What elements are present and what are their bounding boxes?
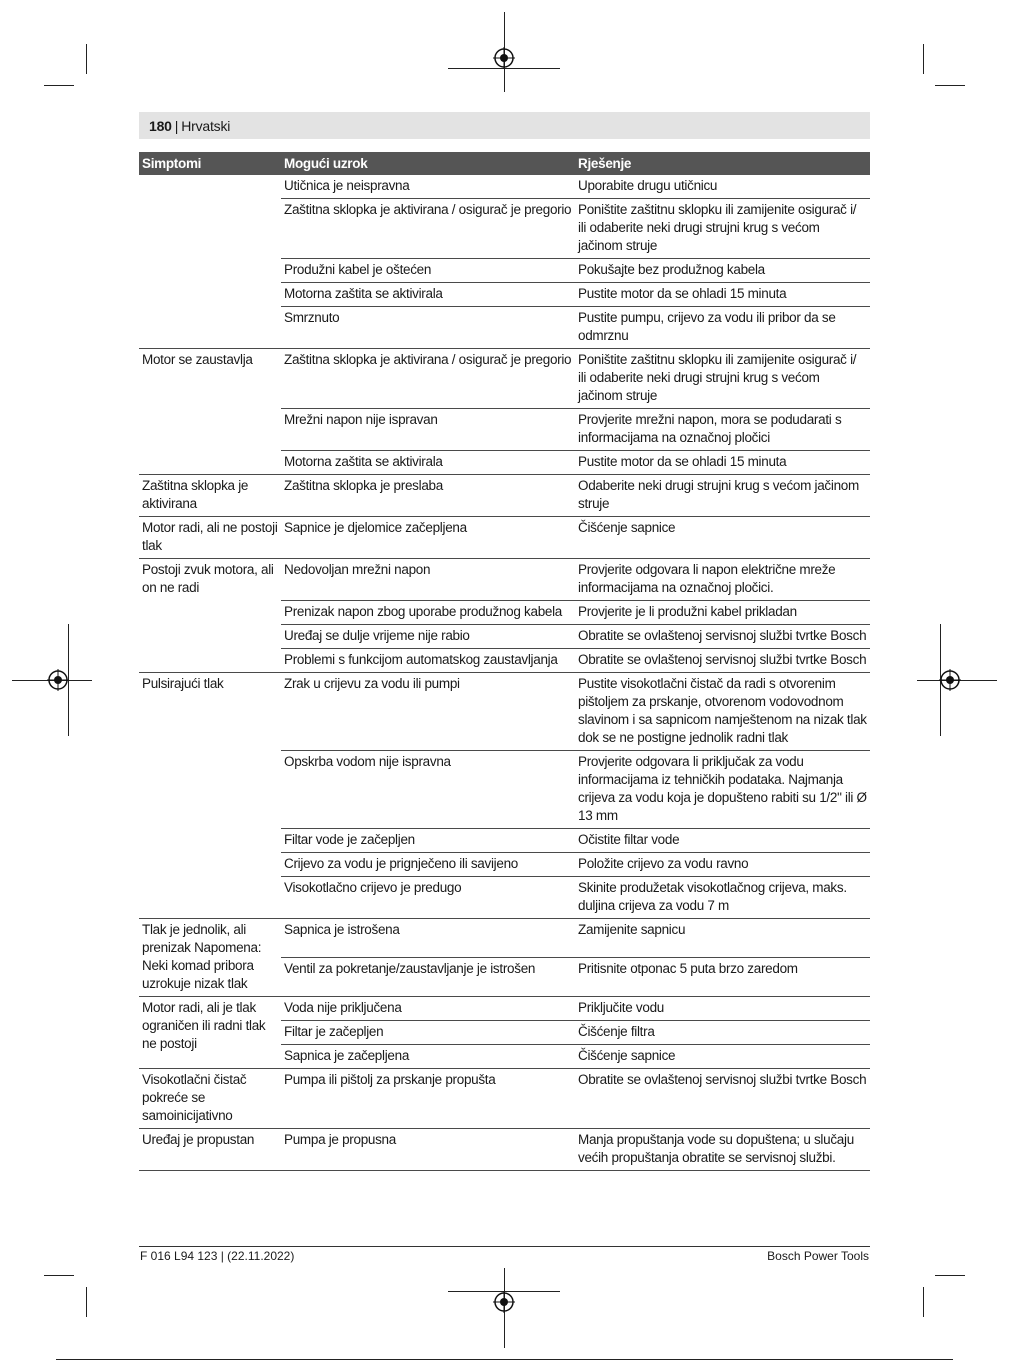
solution-cell: Pokušajte bez produžnog kabela — [575, 259, 870, 283]
cause-cell: Mrežni napon nije ispravan — [281, 409, 575, 451]
cause-cell: Opskrba vodom nije ispravna — [281, 751, 575, 829]
solution-cell: Obratite se ovlaštenoj servisnoj službi tvrtke Bosch — [575, 649, 870, 673]
page-number: 180 — [149, 117, 172, 134]
cause-cell: Nedovoljan mrežni napon — [281, 559, 575, 601]
solution-cell: Poništite zaštitnu sklopku ili zamijenite osigurač i/ ili odaberite neki drugi strujni krug s većom jačinom struje — [575, 349, 870, 409]
crop-mark — [923, 44, 924, 74]
crop-mark — [56, 1359, 953, 1360]
column-header-cause: Mogući uzrok — [281, 152, 575, 175]
solution-cell: Čišćenje filtra — [575, 1021, 870, 1045]
solution-cell: Provjerite je li produžni kabel prikladan — [575, 601, 870, 625]
cause-cell: Visokotlačno crijevo je predugo — [281, 877, 575, 919]
table-row — [139, 997, 870, 1021]
table-row — [139, 559, 870, 601]
cause-cell: Sapnice je djelomice začepljena — [281, 517, 575, 559]
cause-cell: Zaštitna sklopka je aktivirana / osigurač je pregorio — [281, 349, 575, 409]
registration-mark-icon — [47, 669, 69, 691]
symptom-cell — [139, 175, 281, 349]
solution-cell: Pritisnite otponac 5 puta brzo zaredom — [575, 958, 870, 997]
cause-cell: Sapnica je začepljena — [281, 1045, 575, 1069]
solution-cell: Manja propuštanja vode su dopuštena; u slučaju većih propuštanja obratite se servisnoj službi. — [575, 1129, 870, 1171]
table-header-row — [139, 152, 870, 175]
solution-cell: Obratite se ovlaštenoj servisnoj službi tvrtke Bosch — [575, 625, 870, 649]
cause-cell: Ventil za pokretanje/zaustavljanje je istrošen — [281, 958, 575, 997]
crop-mark — [935, 85, 965, 86]
solution-cell: Položite crijevo za vodu ravno — [575, 853, 870, 877]
solution-cell: Poništite zaštitnu sklopku ili zamijenite osigurač i/ ili odaberite neki drugi strujni krug s većom jačinom struje — [575, 199, 870, 259]
table-row — [139, 1129, 870, 1171]
table-row — [139, 175, 870, 199]
symptom-cell: Motor radi, ali je tlak ograničen ili radni tlak ne postoji — [139, 997, 281, 1069]
cause-cell: Problemi s funkcijom automatskog zaustavljanja — [281, 649, 575, 673]
symptom-cell: Motor radi, ali ne postoji tlak — [139, 517, 281, 559]
cause-cell: Voda nije priključena — [281, 997, 575, 1021]
table-row — [139, 517, 870, 559]
solution-cell: Pustite motor da se ohladi 15 minuta — [575, 451, 870, 475]
cause-cell: Sapnica je istrošena — [281, 919, 575, 958]
solution-cell: Čišćenje sapnice — [575, 1045, 870, 1069]
symptom-cell: Motor se zaustavlja — [139, 349, 281, 475]
cause-cell: Filtar je začepljen — [281, 1021, 575, 1045]
cause-cell: Zaštitna sklopka je aktivirana / osigurač je pregorio — [281, 199, 575, 259]
cause-cell: Uređaj se dulje vrijeme nije rabio — [281, 625, 575, 649]
header-separator: | — [174, 117, 179, 134]
column-header-solution: Rješenje — [575, 152, 870, 175]
column-header-symptoms: Simptomi — [139, 152, 281, 175]
cause-cell: Motorna zaštita se aktivirala — [281, 451, 575, 475]
solution-cell: Očistite filtar vode — [575, 829, 870, 853]
solution-cell: Pustite visokotlačni čistač da radi s otvorenim pištoljem za prskanje, otvorenom vodovodnom slavinom i sa sapnicom namještenom na nizak tlak dok se ne postigne jednolik radni tlak — [575, 673, 870, 751]
solution-cell: Pustite pumpu, crijevo za vodu ili pribor da se odmrznu — [575, 307, 870, 349]
solution-cell: Provjerite mrežni napon, mora se podudarati s informacijama na označnoj pločici — [575, 409, 870, 451]
solution-cell: Pustite motor da se ohladi 15 minuta — [575, 283, 870, 307]
crop-mark — [44, 1275, 74, 1276]
table-row — [139, 349, 870, 409]
crop-mark — [44, 85, 74, 86]
solution-cell: Čišćenje sapnice — [575, 517, 870, 559]
cause-cell: Pumpa je propusna — [281, 1129, 575, 1171]
table-row — [139, 1069, 870, 1129]
registration-mark-icon — [939, 669, 961, 691]
table-body — [139, 175, 870, 1171]
cause-cell: Pumpa ili pištolj za prskanje propušta — [281, 1069, 575, 1129]
cause-cell: Smrznuto — [281, 307, 575, 349]
header-language: Hrvatski — [181, 117, 231, 134]
crop-mark — [86, 1287, 87, 1317]
cause-cell: Utičnica je neispravna — [281, 175, 575, 199]
symptom-cell: Postoji zvuk motora, ali on ne radi — [139, 559, 281, 673]
solution-cell: Skinite produžetak visokotlačnog crijeva, maks. duljina crijeva za vodu 7 m — [575, 877, 870, 919]
troubleshooting-table — [139, 152, 870, 1171]
solution-cell: Uporabite drugu utičnicu — [575, 175, 870, 199]
footer-brand: Bosch Power Tools — [767, 1249, 869, 1263]
symptom-cell: Pulsirajući tlak — [139, 673, 281, 919]
crop-mark — [935, 1275, 965, 1276]
symptom-cell: Visokotlačni čistač pokreće se samoinicijativno — [139, 1069, 281, 1129]
cause-cell: Zrak u crijevu za vodu ili pumpi — [281, 673, 575, 751]
solution-cell: Provjerite odgovara li napon električne mreže informacijama na označnoj pločici. — [575, 559, 870, 601]
crop-mark — [86, 44, 87, 74]
symptom-cell: Tlak je jednolik, ali prenizak Napomena: Neki komad pribora uzrokuje nizak tlak — [139, 919, 281, 997]
solution-cell: Zamijenite sapnicu — [575, 919, 870, 958]
symptom-cell: Uređaj je propustan — [139, 1129, 281, 1171]
crop-mark — [923, 1287, 924, 1317]
cause-cell: Filtar vode je začepljen — [281, 829, 575, 853]
cause-cell: Prenizak napon zbog uporabe produžnog kabela — [281, 601, 575, 625]
cause-cell: Produžni kabel je oštećen — [281, 259, 575, 283]
solution-cell: Obratite se ovlaštenoj servisnoj službi tvrtke Bosch — [575, 1069, 870, 1129]
registration-mark-icon — [493, 47, 515, 69]
table-row — [139, 919, 870, 958]
symptom-cell: Zaštitna sklopka je aktivirana — [139, 475, 281, 517]
table-row — [139, 673, 870, 751]
footer-document-code: F 016 L94 123 | (22.11.2022) — [140, 1249, 295, 1263]
page-header — [139, 112, 870, 139]
solution-cell: Odaberite neki drugi strujni krug s većom jačinom struje — [575, 475, 870, 517]
cause-cell: Zaštitna sklopka je preslaba — [281, 475, 575, 517]
registration-mark-icon — [493, 1291, 515, 1313]
solution-cell: Provjerite odgovara li priključak za vodu informacijama iz tehničkih podataka. Najmanja crijeva za vodu koja je dopušteno rabiti su 1/2" ili Ø 13 mm — [575, 751, 870, 829]
footer-divider — [139, 1246, 870, 1247]
table-row — [139, 475, 870, 517]
cause-cell: Motorna zaštita se aktivirala — [281, 283, 575, 307]
cause-cell: Crijevo za vodu je prignječeno ili savijeno — [281, 853, 575, 877]
solution-cell: Priključite vodu — [575, 997, 870, 1021]
